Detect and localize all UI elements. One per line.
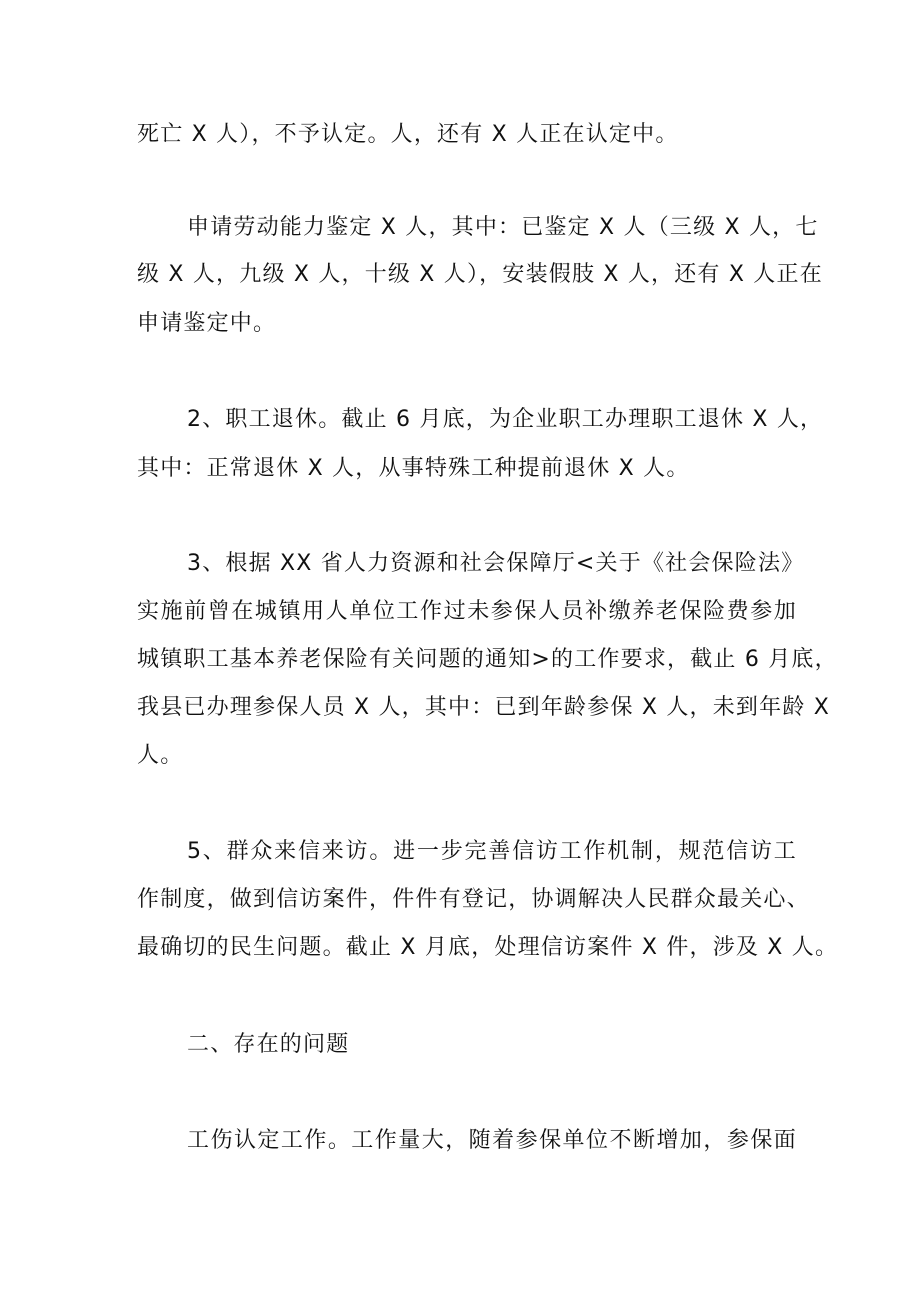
paragraph-line: 5、群众来信来访。进一步完善信访工作机制，规范信访工 xyxy=(187,839,797,864)
paragraph-line: 2、职工退休。截止 6 月底，为企业职工办理职工退休 X 人， xyxy=(187,407,824,432)
paragraph-line: 人。 xyxy=(137,743,184,768)
paragraph-line: 我县已办理参保人员 X 人，其中：已到年龄参保 X 人，未到年龄 X xyxy=(137,695,830,720)
paragraph-line: 级 X 人，九级 X 人，十级 X 人），安装假肢 X 人，还有 X 人正在 xyxy=(137,262,823,287)
paragraph-line: 其中：正常退休 X 人，从事特殊工种提前退休 X 人。 xyxy=(137,456,690,481)
paragraph-line: 死亡 X 人），不予认定。人，还有 X 人正在认定中。 xyxy=(137,122,679,147)
paragraph-line: 最确切的民生问题。截止 X 月底，处理信访案件 X 件，涉及 X 人。 xyxy=(137,935,839,960)
paragraph-line: 实施前曾在城镇用人单位工作过未参保人员补缴养老保险费参加 xyxy=(137,599,797,624)
paragraph-line: 申请劳动能力鉴定 X 人，其中：已鉴定 X 人（三级 X 人，七 xyxy=(187,215,819,240)
paragraph-line: 工伤认定工作。工作量大，随着参保单位不断增加，参保面 xyxy=(187,1128,797,1153)
paragraph-line: 3、根据 XX 省人力资源和社会保障厅<关于《社会保险法》 xyxy=(187,551,805,576)
paragraph-line: 城镇职工基本养老保险有关问题的通知>的工作要求，截止 6 月底， xyxy=(137,647,838,672)
section-heading: 二、存在的问题 xyxy=(187,1032,350,1057)
paragraph-line: 申请鉴定中。 xyxy=(137,311,277,336)
paragraph-line: 作制度，做到信访案件，件件有登记，协调解决人民群众最关心、 xyxy=(137,887,810,912)
